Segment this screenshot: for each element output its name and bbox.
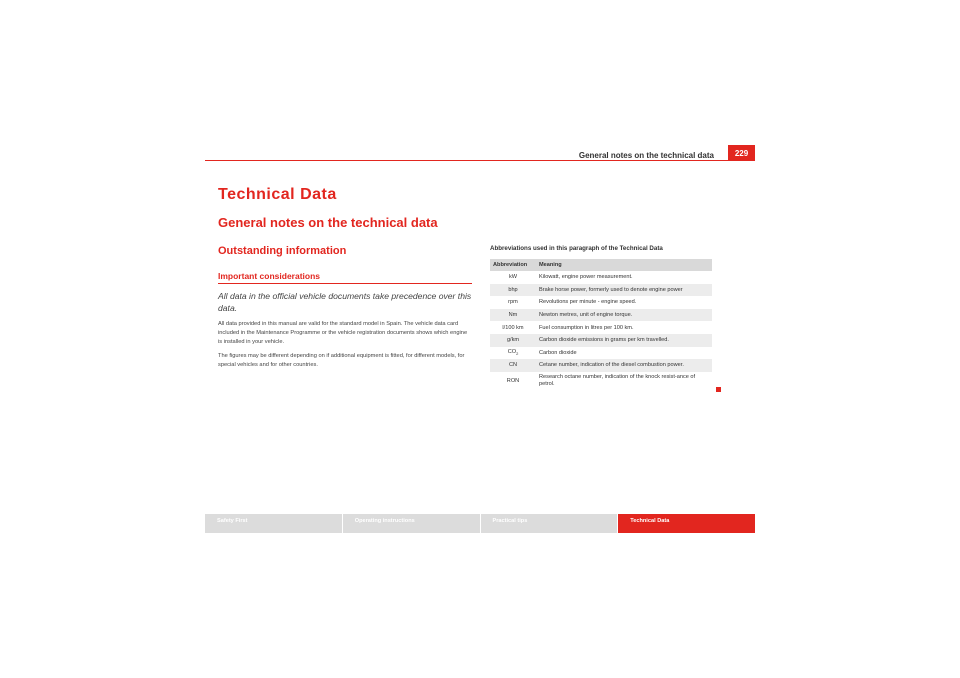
table-row [490, 271, 712, 284]
abbreviation-cell: kW [490, 271, 536, 284]
footer-tab-technical-data[interactable]: Technical Data [617, 514, 755, 533]
meaning-cell: Brake horse power, formerly used to denote engine power [536, 284, 712, 297]
table-row [490, 372, 712, 391]
abbreviation-cell [490, 347, 536, 360]
abbreviation-cell: bhp [490, 284, 536, 297]
table-row [490, 284, 712, 297]
footer-tab-practical-tips[interactable]: Practical tips [480, 514, 618, 533]
footer-tab-safety-first[interactable]: Safety First [217, 518, 248, 524]
subsection-title: Outstanding information [218, 245, 347, 257]
abbreviation-cell: Nm [490, 309, 536, 322]
table-caption: Abbreviations used in this paragraph of the Technical Data [490, 245, 663, 252]
meaning-cell: Carbon dioxide emissions in grams per km travelled. [536, 334, 712, 347]
footer-nav [205, 514, 755, 533]
important-considerations-title: Important considerations [218, 271, 472, 284]
table-row [490, 347, 712, 360]
body-paragraph: All data provided in this manual are valid for the standard model in Spain. The vehicle data card included in the Maintenance Programme or the vehicle registration documents shows which engine is installed in your vehicle. [218, 321, 468, 345]
meaning-cell: Cetane number, indication of the diesel combustion power. [536, 359, 712, 372]
body-paragraph: The figures may be different depending on if additional equipment is fitted, for different models, for special vehicles and for other countries. [218, 353, 465, 368]
header-rule [205, 160, 755, 161]
table-header-row [490, 259, 712, 271]
abbreviation-cell: CN [490, 359, 536, 372]
table-row [490, 359, 712, 372]
footer-tab-operating-instructions[interactable]: Operating instructions [342, 514, 480, 533]
table-row [490, 334, 712, 347]
table-row [490, 296, 712, 309]
lead-text: All data in the official vehicle documents take precedence over this data. [218, 291, 472, 313]
abbreviation-cell: RON [490, 372, 536, 391]
abbreviation-cell: rpm [490, 296, 536, 309]
table-row [490, 309, 712, 322]
abbreviation-subscript: 2 [516, 351, 519, 357]
section-title: General notes on the technical data [218, 215, 438, 230]
meaning-cell: Carbon dioxide [536, 347, 712, 360]
chapter-title: Technical Data [218, 186, 337, 203]
abbreviation-cell: l/100 km [490, 321, 536, 334]
left-column [218, 271, 472, 375]
abbreviation-cell: g/km [490, 334, 536, 347]
meaning-cell: Newton metres, unit of engine torque. [536, 309, 712, 322]
column-header-meaning: Meaning [536, 259, 712, 271]
meaning-cell: Research octane number, indication of the knock resist-ance of petrol. [536, 372, 712, 391]
abbreviation-text: CO [507, 349, 517, 356]
column-header-abbreviation: Abbreviation [490, 259, 536, 271]
page-number: 229 [728, 145, 755, 161]
table-row [490, 321, 712, 334]
end-of-section-mark [716, 387, 721, 392]
header-title: General notes on the technical data [578, 151, 714, 160]
meaning-cell: Fuel consumption in litres per 100 km. [536, 321, 712, 334]
meaning-cell: Revolutions per minute - engine speed. [536, 296, 712, 309]
meaning-cell: Kilowatt, engine power measurement. [536, 271, 712, 284]
abbreviations-table [490, 259, 712, 391]
